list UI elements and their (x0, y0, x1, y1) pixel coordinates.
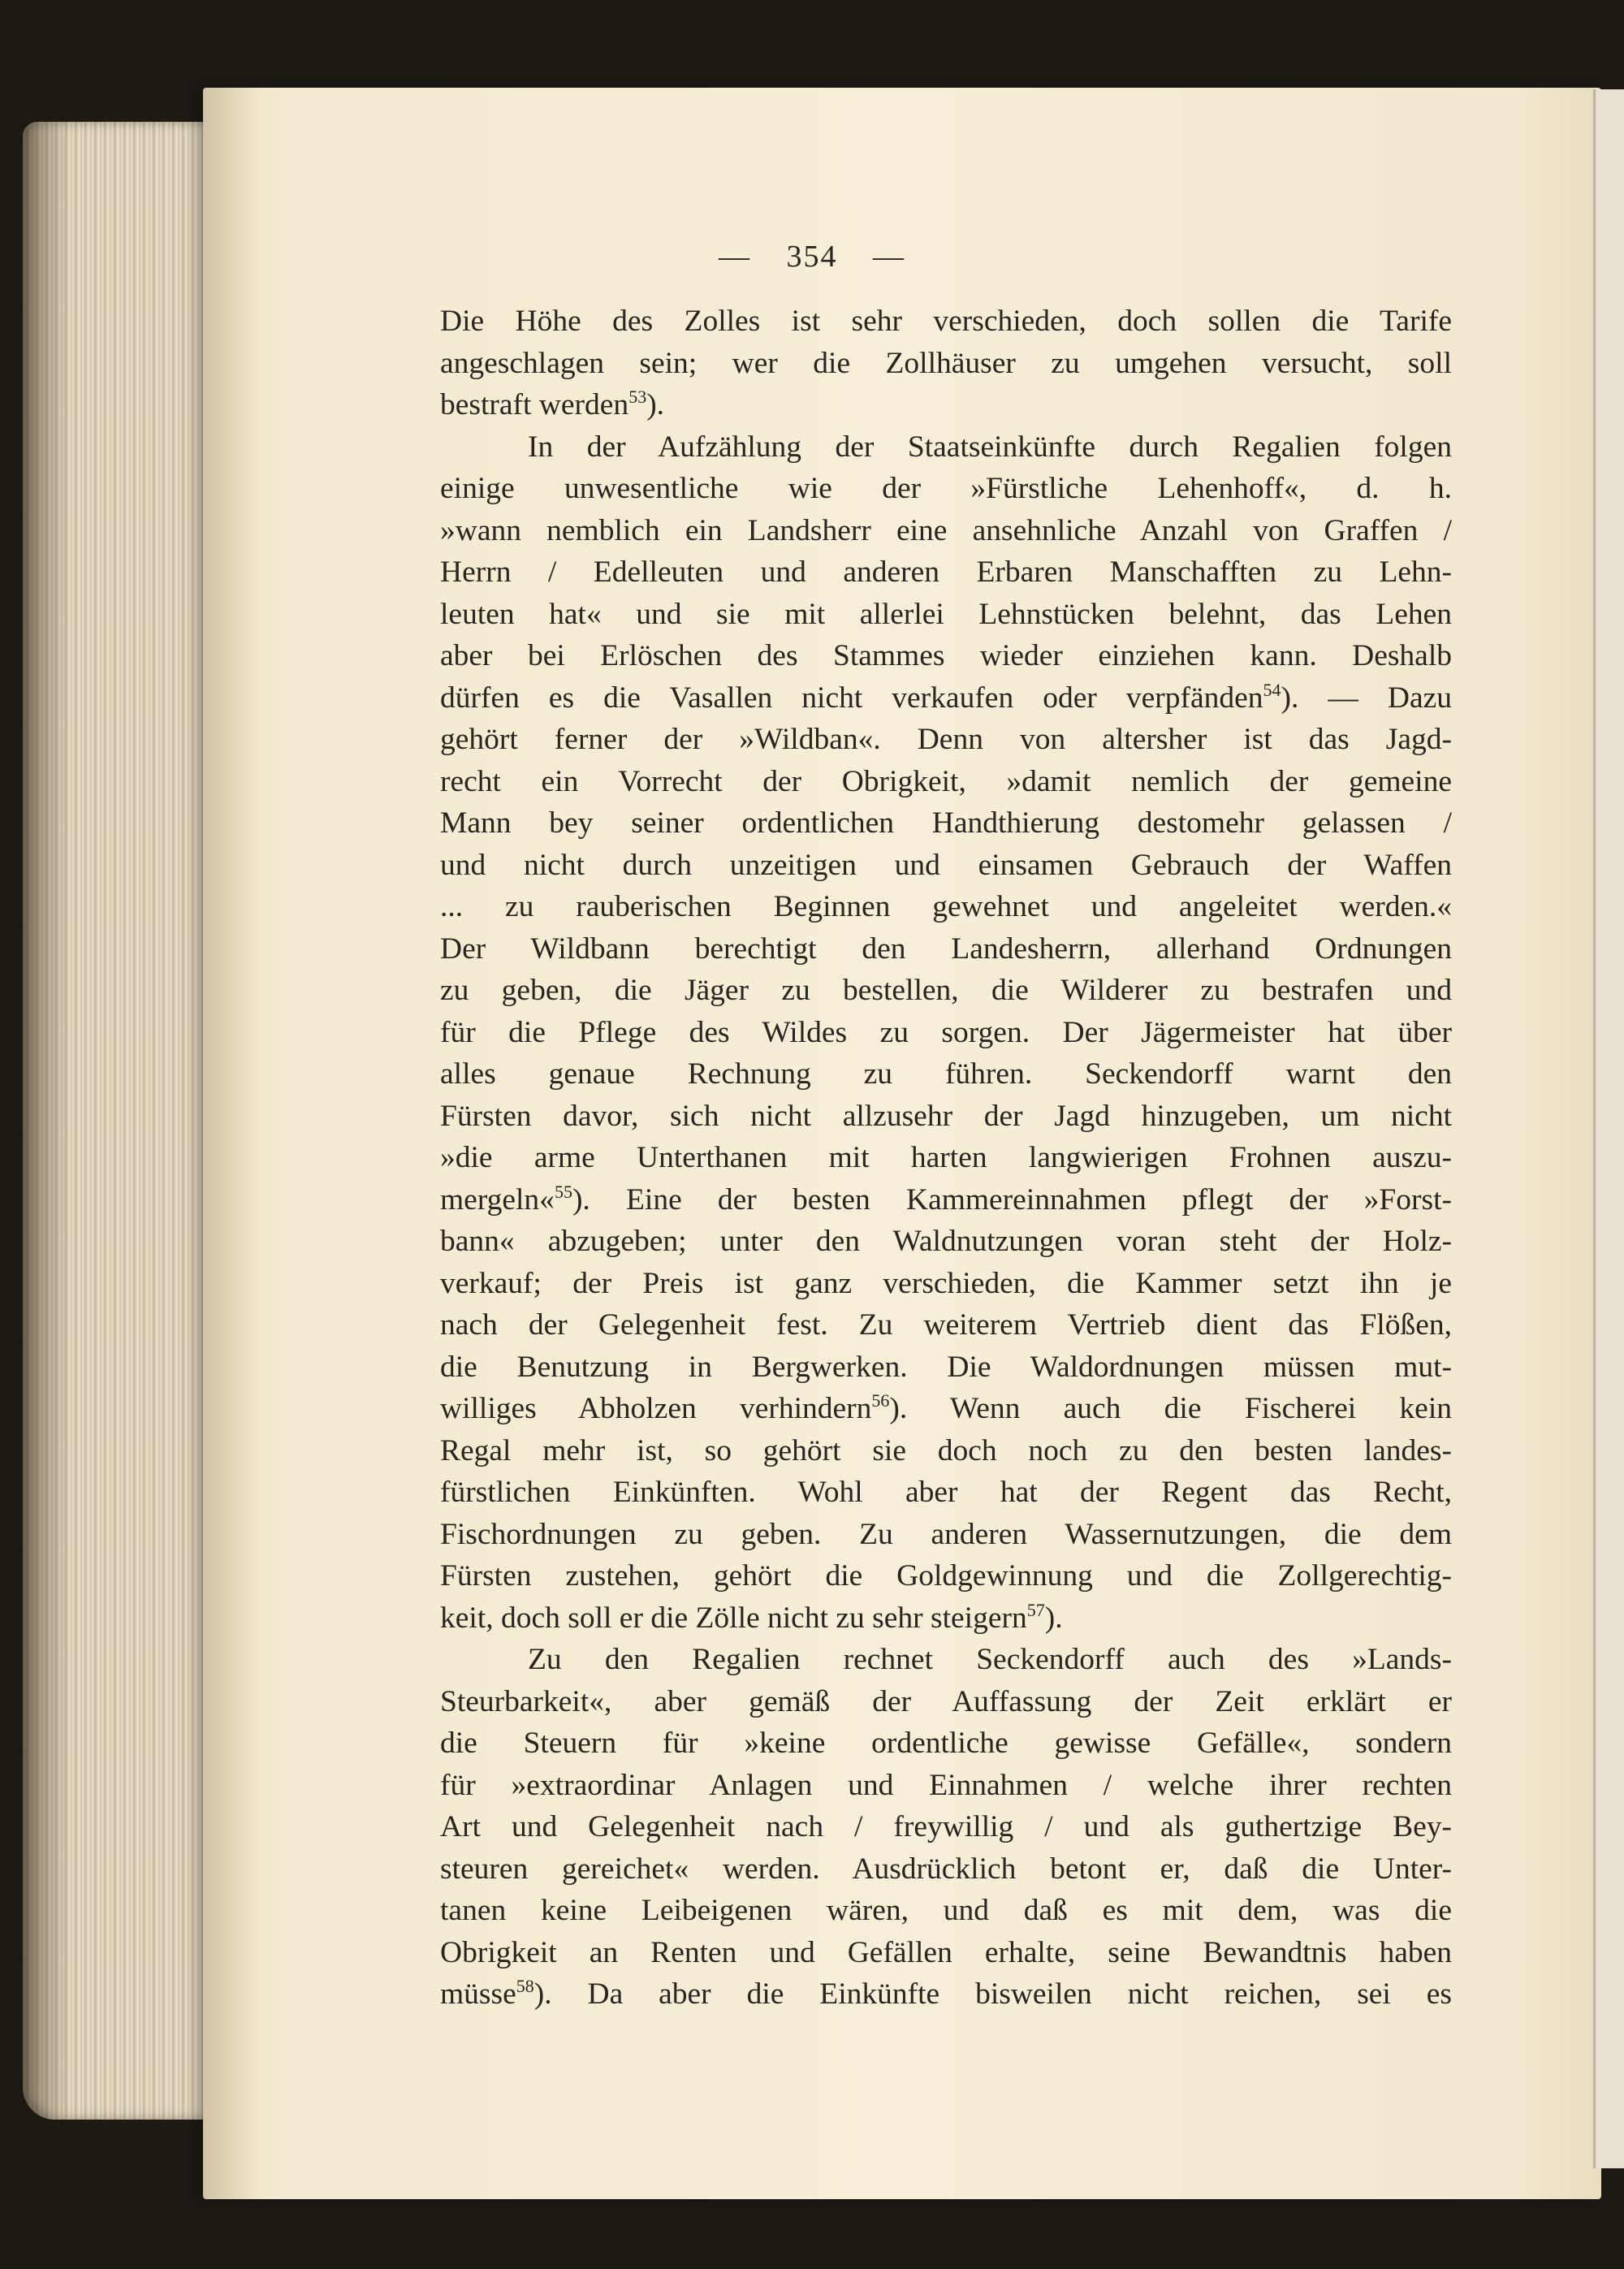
text-line: gehört ferner der »Wildban«. Denn von altersher ist das Jagd- (440, 723, 1452, 756)
text-line: bestraft werden$^{53}$). (440, 387, 665, 421)
text-line: Fischordnungen zu geben. Zu anderen Wassernutzungen, die dem (440, 1517, 1452, 1551)
text-line: die Steuern für »keine ordentliche gewisse Gefälle«, sondern (440, 1727, 1452, 1760)
text-line: Zu den Regalien rechnet Seckendorff auch des »Lands- (528, 1643, 1452, 1676)
text-line: einige unwesentliche wie der »Fürstliche Lehenhoff«, d. h. (440, 472, 1452, 505)
footnote-ref: 53 (628, 387, 647, 407)
text-line: Herrn / Edelleuten und anderen Erbaren Manschafften zu Lehn- (440, 555, 1452, 589)
text-line: Obrigkeit an Renten und Gefällen erhalte, seine Bewandtnis haben (440, 1935, 1452, 1969)
text-line: mergeln«$^{55}$). Eine der besten Kammereinnahmen pflegt der »Forst- (440, 1181, 1452, 1217)
text-line: alles genaue Rechnung zu führen. Seckendorff warnt den (440, 1057, 1452, 1091)
text-line: Der Wildbann berechtigt den Landesherrn, allerhand Ordnungen (440, 931, 1452, 966)
text-line: tanen keine Leibeigenen wären, und daß es mit dem, was die (440, 1894, 1452, 1927)
text-line: die Benutzung in Bergwerken. Die Waldordnungen müssen mut- (440, 1350, 1452, 1384)
text-line: nach der Gelegenheit fest. Zu weiterem Vertrieb dient das Flößen, (440, 1308, 1452, 1342)
header-dash-right: — (873, 240, 905, 274)
text-line: Fürsten davor, sich nicht allzusehr der Jagd hinzugeben, um nicht (440, 1099, 1452, 1133)
next-page-edge (1593, 89, 1624, 2168)
text-line: Regal mehr ist, so gehört sie doch noch zu den besten landes- (440, 1433, 1452, 1467)
text-line: williges Abholzen verhindern$^{56}$). Wenn auch die Fischerei kein (440, 1390, 1452, 1425)
text-line: Die Höhe des Zolles ist sehr verschieden, doch sollen die Tarife (440, 305, 1452, 338)
text-line: dürfen es die Vasallen nicht verkaufen oder verpfänden$^{54}$). — Dazu (440, 679, 1452, 715)
text-line: und nicht durch unzeitigen und einsamen Gebrauch der Waffen (440, 848, 1452, 882)
text-line: verkauf; der Preis ist ganz verschieden, die Kammer setzt ihn je (440, 1266, 1452, 1300)
footnote-ref: 54 (1263, 679, 1281, 700)
text-line: bann« abzugeben; unter den Waldnutzungen voran steht der Holz- (440, 1225, 1452, 1258)
footnote-ref: 55 (554, 1181, 572, 1202)
text-line: angeschlagen sein; wer die Zollhäuser zu umgehen versucht, soll (440, 346, 1452, 380)
text-line: recht ein Vorrecht der Obrigkeit, »damit nemlich der gemeine (440, 764, 1452, 798)
text-line: für »extraordinar Anlagen und Einnahmen / welche ihrer rechten (440, 1768, 1452, 1802)
page-header (0, 239, 1624, 274)
text-line: Fürsten zustehen, gehört die Goldgewinnung und die Zollgerechtig- (440, 1559, 1452, 1593)
text-line: müsse$^{58}$). Da aber die Einkünfte bisweilen nicht reichen, sei es (440, 1976, 1452, 2011)
text-line: leuten hat« und sie mit allerlei Lehnstücken belehnt, das Lehen (440, 597, 1452, 631)
text-line: für die Pflege des Wildes zu sorgen. Der Jägermeister hat über (440, 1015, 1452, 1049)
footnote-ref: 57 (1026, 1599, 1045, 1620)
text-line: keit, doch soll er die Zölle nicht zu sehr steigern$^{57}$). (440, 1599, 1063, 1635)
page-number: 354 (786, 240, 838, 274)
body-text (440, 300, 1452, 2016)
text-line: zu geben, die Jäger zu bestellen, die Wilderer zu bestrafen und (440, 974, 1452, 1007)
text-line: ... zu rauberischen Beginnen gewehnet und angeleitet werden.« (440, 890, 1452, 923)
text-line: Mann bey seiner ordentlichen Handthierung destomehr gelassen / (440, 806, 1452, 840)
footnote-ref: 58 (516, 1976, 534, 1996)
text-line: Steurbarkeit«, aber gemäß der Auffassung der Zeit erklärt er (440, 1684, 1452, 1718)
text-line: Art und Gelegenheit nach / freywillig / und als guthertzige Bey- (440, 1810, 1452, 1843)
text-line: In der Aufzählung der Staatseinkünfte durch Regalien folgen (528, 430, 1452, 464)
text-line: »wann nemblich ein Landsherr eine ansehnliche Anzahl von Graffen / (440, 513, 1452, 547)
header-dash-left: — (719, 240, 751, 274)
text-line: steuren gereichet« werden. Ausdrücklich betont er, daß die Unter- (440, 1852, 1452, 1886)
footnote-ref: 56 (871, 1390, 890, 1411)
text-line: »die arme Unterthanen mit harten langwierigen Frohnen auszu- (440, 1141, 1452, 1174)
page-gutter-shadow (203, 88, 260, 2199)
text-line: aber bei Erlöschen des Stammes wieder einziehen kann. Deshalb (440, 639, 1452, 672)
text-line: fürstlichen Einkünften. Wohl aber hat der Regent das Recht, (440, 1476, 1452, 1509)
page-edges-shadow (23, 122, 71, 2120)
